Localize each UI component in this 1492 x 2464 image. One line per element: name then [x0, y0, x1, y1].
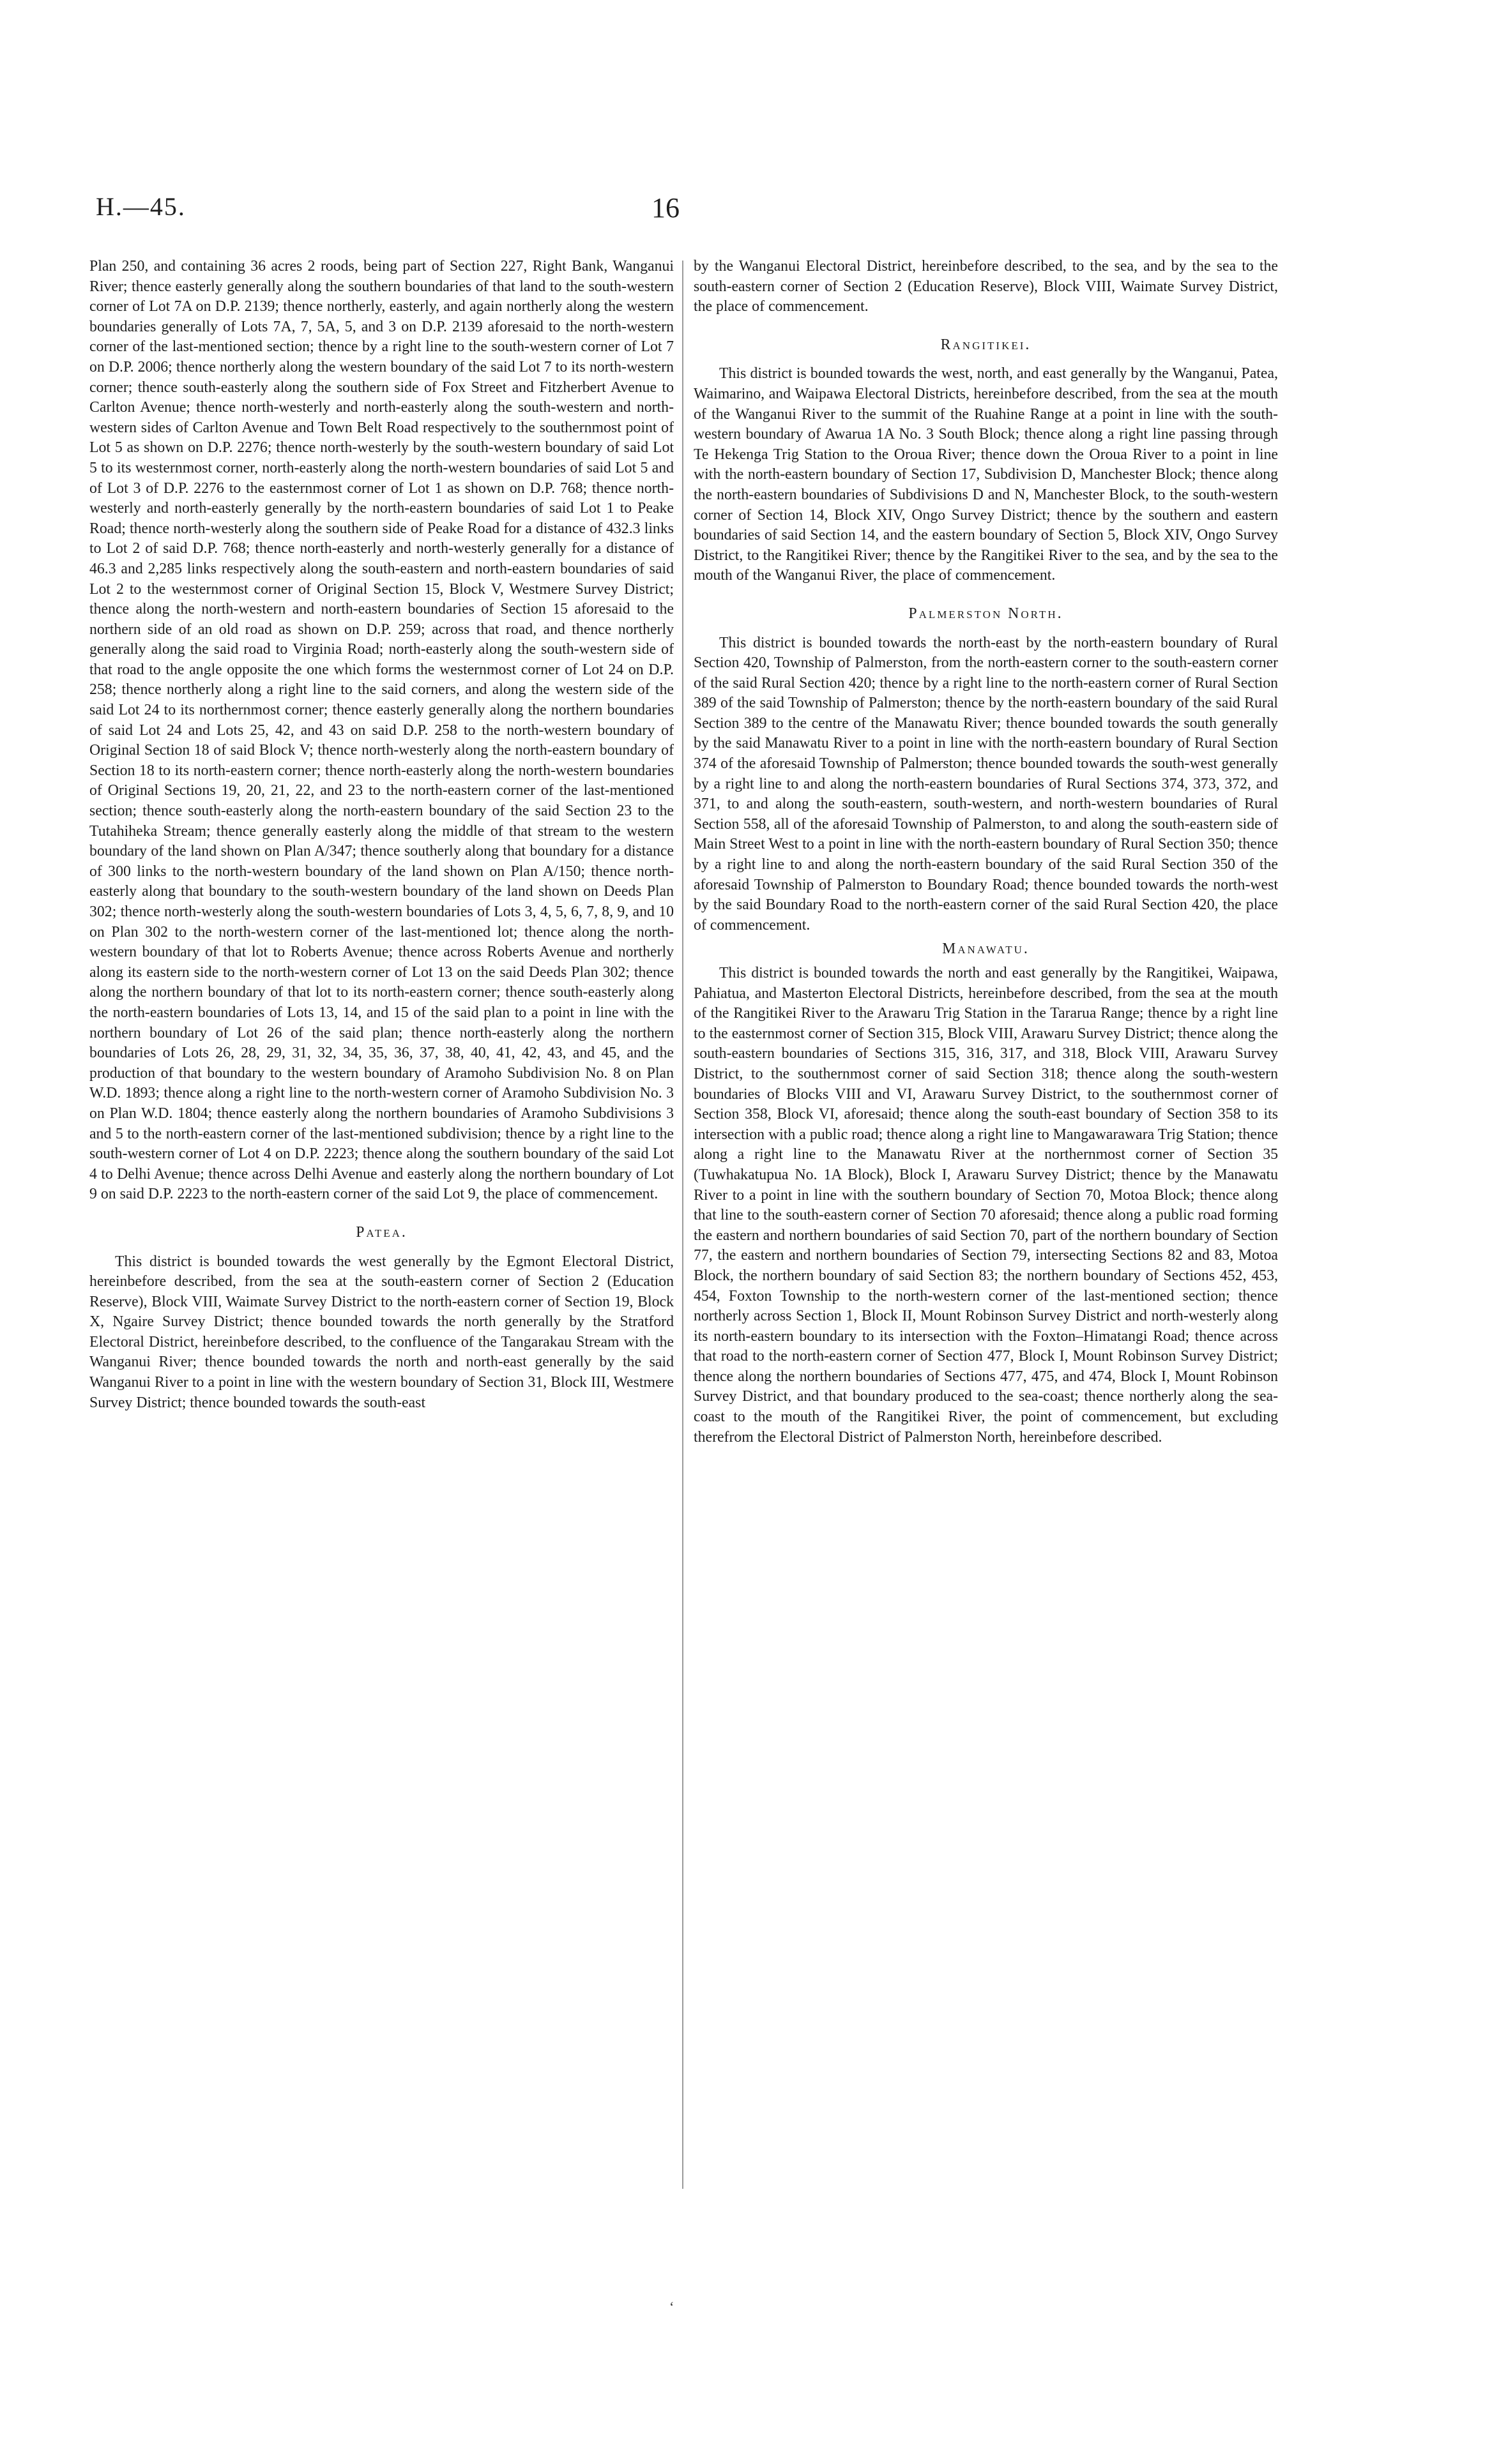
- column-divider: [682, 261, 683, 2189]
- section-heading-patea: Patea.: [356, 1223, 407, 1241]
- boundary-paragraph-palmerston-north: This district is bounded towards the north-east by the north-eastern boundary of Rural Section 420, Township of Palmerston, from the north-eastern corner to the south-eastern corner of the said Rural Section 420; thence by a right line to the north-eastern corner of Rural Section 389 of the said Township of Palmerston; thence by the north-eastern boundary of the said Rural Section 389 to the centre of the Manawatu River; thence bounded towards the south generally by the said Manawatu River to a point in line with the north-eastern boundary of Rural Section 374 of the aforesaid Township of Palmerston; thence bounded towards the south-west generally by a right line to and along the north-eastern boundaries of Rural Sections 374, 373, 372, and 371, to and along the south-eastern, south-western, and north-western boundaries of Rural Section 558, all of the aforesaid Township of Palmerston, to and along the south-eastern side of Main Street West to a point in line with the north-eastern boundary of Rural Section 350; thence by a right line to and along the north-eastern boundary of the said Rural Section 350 of the aforesaid Township of Palmerston to Boundary Road; thence bounded towards the north-west by the said Boundary Road to the north-eastern corner of the said Rural Section 420, the place of commencement.: [694, 634, 1278, 933]
- page-number: 16: [651, 192, 680, 223]
- section-heading-palmerston-north: Palmerston North.: [908, 605, 1063, 622]
- boundary-paragraph-patea-continued: by the Wanganui Electoral District, hereinbefore described, to the sea, and by the sea to the south-eastern corner of Section 2 (Education Reserve), Block VIII, Waimate Survey District, the place of commencement.: [694, 258, 1278, 315]
- section-heading-manawatu: Manawatu.: [942, 941, 1030, 958]
- section-heading-rangitikei: Rangitikei.: [940, 336, 1031, 353]
- right-column: [694, 257, 1278, 1447]
- boundary-paragraph-wanganui-end: Plan 250, and containing 36 acres 2 roods, being part of Section 227, Right Bank, Wanganui River; thence easterly generally along the southern boundaries of that land to the south-western corner of Lot 7A on D.P. 2139; thence northerly, easterly, and again northerly along the western boundaries generally of Lots 7A, 7, 5A, 5, and 3 on D.P. 2139 aforesaid to the north-western corner of the last-mentioned section; thence by a right line to the south-western corner of Lot 7 on D.P. 2006; thence northerly along the western boundary of the said Lot 7 to its north-western corner; thence south-easterly along the southern side of Fox Street and Fitzherbert Avenue to Carlton Avenue; thence north-westerly and north-easterly along the south-western and north-western sides of Carlton Avenue and Town Belt Road respectively to the southernmost point of Lot 5 as shown on D.P. 2276; thence north-westerly by the south-western boundary of said Lot 5 to its westernmost corner, north-easterly along the north-western boundaries of said Lot 5 and of Lot 3 of D.P. 2276 to the easternmost corner of Lot 1 as shown on D.P. 768; thence north-westerly and north-easterly generally by the north-eastern boundaries of said Lot 1 to Peake Road; thence north-westerly along the southern side of Peake Road for a distance of 432.3 links to Lot 2 of said D.P. 768; thence north-easterly and north-westerly generally for a distance of 46.3 and 2,285 links respectively along the south-eastern and north-eastern boundaries of said Lot 2 to the westernmost corner of Original Section 15, Block V, Westmere Survey District; thence along the north-western and north-eastern boundaries of Section 15 aforesaid to the northern side of an old road as shown on D.P. 259; across that road, and thence northerly generally along the said road to Virginia Road; north-easterly along the south-western side of that road to the angle opposite the one which forms the westernmost corner of Lot 24 on D.P. 258; thence northerly along a right line to the said corners, and along the western side of the said Lot 24 to its northernmost corner; thence easterly generally along the northern boundaries of said Lot 24 and Lots 25, 42, and 43 on said D.P. 258 to the north-western boundary of Original Section 18 of said Block V; thence north-westerly along the north-eastern boundary of Section 18 to its north-eastern corner; thence north-easterly along the north-western boundaries of Original Sections 19, 20, 21, 22, and 23 to the north-eastern corner of the last-mentioned section; thence south-easterly along the north-eastern boundary of the said Section 23 to the Tutahiheka Stream; thence generally easterly along the middle of that stream to the western boundary of the land shown on Plan A/347; thence southerly along that boundary for a distance of 300 links to the north-western boundary of the land shown on Plan A/150; thence north-easterly along that boundary to the south-western boundary of the land shown on Deeds Plan 302; thence north-westerly along the south-western boundaries of Lots 3, 4, 5, 6, 7, 8, 9, and 10 on Plan 302 to the north-western corner of the last-mentioned lot; thence along the north-western boundary of that lot to Roberts Avenue; thence across Roberts Avenue and northerly along its eastern side to the north-western corner of Lot 13 on the said Deeds Plan 302; thence along the northern boundary of that lot to its north-eastern corner; thence south-easterly along the north-eastern boundaries of Lots 13, 14, and 15 of the said plan to a point in line with the northern boundary of Lot 26 of the said plan; thence north-easterly along the northern boundaries of Lots 26, 28, 29, 31, 32, 34, 35, 36, 37, 38, 40, 41, 42, 43, and 45, and the production of that boundary to the western boundary of Aramoho Subdivision No. 8 on Plan W.D. 1893; thence along a right line to the north-western corner of Aramoho Subdivision No. 3 on Plan W.D. 1804; thence easterly along the northern boundaries of Aramoho Subdivisions 3 and 5 to the north-eastern corner of the last-mentioned subdivision; thence by a right line to the south-western corner of Lot 4 on D.P. 2223; thence along the southern boundary of the said Lot 4 to Delhi Avenue; thence across Delhi Avenue and easterly along the northern boundary of Lot 9 on said D.P. 2223 to the north-eastern corner of the said Lot 9, the place of commencement.: [89, 258, 674, 1203]
- boundary-paragraph-manawatu: This district is bounded towards the north and east generally by the Rangitikei, Waipawa, Pahiatua, and Masterton Electoral Districts, hereinbefore described, from the sea at the mouth of the Rangitikei River to the Arawaru Trig Station in the Tararua Range; thence by a right line to the easternmost corner of Section 315, Block VIII, Arawaru Survey District; thence along the south-eastern boundaries of Sections 315, 316, 317, and 318, Block VIII, Arawaru Survey District, to the southernmost corner of said Section 318; thence along the south-western boundaries of Blocks VIII and VI, Arawaru Survey District, to the southernmost corner of Section 358, Block VI, aforesaid; thence along the south-east boundary of Section 358 to its intersection with a public road; thence along a right line to Mangawarawara Trig Station; thence along a right line to the Manawatu River at the northernmost corner of Section 35 (Tuwhakatupua No. 1A Block), Block I, Arawaru Survey District; thence by the Manawatu River to a point in line with the southern boundary of Section 70, Motoa Block; thence along that line to the south-eastern corner of Section 70 aforesaid; thence along a public road forming the eastern and northern boundaries of said Section 70, part of the northern boundary of Section 77, the eastern and northern boundaries of Section 79, intersecting Sections 82 and 83, Motoa Block, the northern boundary of said Section 83; the northern boundary of Sections 452, 453, 454, Foxton Township to the north-western corner of the last-mentioned section; thence northerly across Section 1, Block II, Mount Robinson Survey District and north-westerly along its north-eastern boundary to its intersection with the Foxton–Himatangi Road; thence across that road to the north-eastern corner of Section 477, Block I, Mount Robinson Survey District; thence along the northern boundaries of Sections 477, 475, and 474, Block I, Mount Robinson Survey District, and that boundary produced to the sea-coast; thence northerly along the sea-coast to the mouth of the Rangitikei River, the point of commencement, but excluding therefrom the Electoral District of Palmerston North, hereinbefore described.: [694, 965, 1278, 1446]
- document-reference: H.—45.: [96, 192, 186, 221]
- boundary-paragraph-rangitikei: This district is bounded towards the west, north, and east generally by the Wanganui, Patea, Waimarino, and Waipawa Electoral Districts, hereinbefore described, from the sea at the mouth of the Wanganui River to the summit of the Ruahine Range at a point in line with the south-western boundary of Awarua 1A No. 3 South Block; thence along a right line passing through Te Hekenga Trig Station to the Oroua River; thence down the Oroua River to a point in line with the north-eastern boundary of Section 17, Subdivision D, Manchester Block; thence along the north-eastern boundaries of Subdivisions D and N, Manchester Block, to the south-western corner of Section 14, Block XIV, Ongo Survey District; thence by the southern and eastern boundaries of said Section 14, and the eastern boundary of Section 5, Block XIV, Ongo Survey District, to the Rangitikei River; thence by the Rangitikei River to the sea, and by the sea to the mouth of the Wanganui River, the place of commencement.: [694, 365, 1278, 584]
- stray-print-mark: ʻ: [669, 2299, 674, 2315]
- left-column: [89, 257, 674, 1413]
- boundary-paragraph-patea: This district is bounded towards the west generally by the Egmont Electoral District, hereinbefore described, from the sea at the south-eastern corner of Section 2 (Education Reserve), Block VIII, Waimate Survey District to the north-eastern corner of Section 19, Block X, Ngaire Survey District; thence bounded towards the north generally by the Stratford Electoral District, hereinbefore described, to the confluence of the Tangarakau Stream with the Wanganui River; thence bounded towards the north and north-east generally by the said Wanganui River to a point in line with the western boundary of Section 31, Block III, Westmere Survey District; thence bounded towards the south-east: [89, 1253, 674, 1411]
